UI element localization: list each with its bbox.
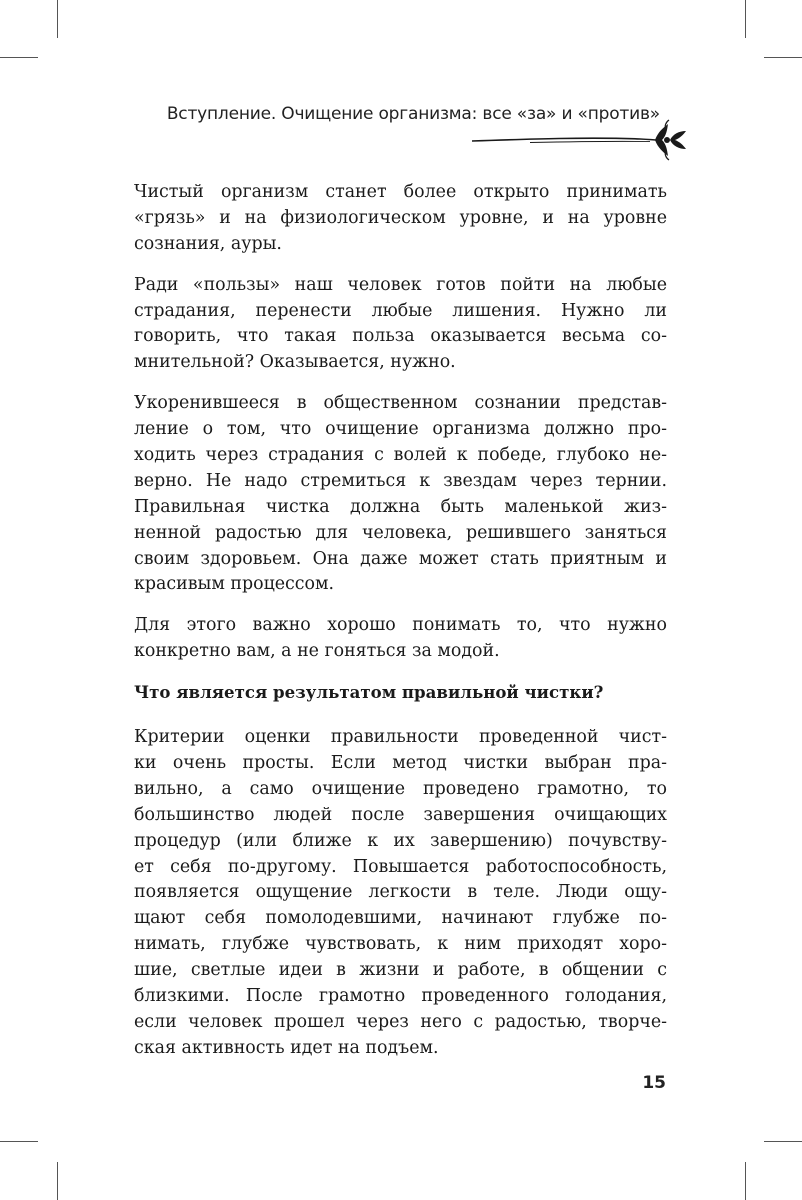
text-line: шие, светлые идеи в жизни и работе, в общении с: [134, 960, 667, 981]
text-line: красивым процессом.: [134, 574, 335, 595]
text-line: вильно, а само очищение проведено грамотно, то: [134, 778, 667, 799]
paragraph-1: [134, 180, 667, 258]
text-line: конкретно вам, а не гоняться за модой.: [134, 641, 500, 662]
text-line: своим здоровьем. Она даже может стать приятным и: [134, 548, 667, 569]
text-line: ки очень просты. Если метод чистки выбран пра-: [134, 752, 667, 773]
crop-mark-right-top: [764, 57, 802, 58]
running-head: Вступление. Очищение организма: все «за» и «против»: [166, 104, 660, 124]
page-number: 15: [642, 1073, 666, 1093]
text-line: Для этого важно хорошо понимать то, что нужно: [134, 615, 667, 636]
text-line: страдания, перенести любые лишения. Нужно ли: [134, 300, 667, 321]
paragraph-4: [134, 613, 667, 665]
crop-mark-bottom-right: [745, 1162, 746, 1200]
body-text: [134, 180, 667, 1077]
text-line: процедур (или ближе к их завершению) почувству-: [134, 830, 667, 851]
text-line: ская активность идет на подъем.: [134, 1037, 439, 1058]
text-line: Ради «пользы» наш человек готов пойти на любые: [134, 274, 667, 295]
text-line: ет себя по-другому. Повышается работоспособность,: [134, 856, 667, 877]
text-line: «грязь» и на физиологическом уровне, и на уровне: [134, 207, 667, 228]
paragraph-2: [134, 273, 667, 377]
text-line: Укоренившееся в общественном сознании представ-: [134, 393, 667, 414]
crop-mark-left-top: [0, 57, 38, 58]
text-line: если человек прошел через него с радостью, творче-: [134, 1011, 667, 1032]
text-line: щают себя помолодевшими, начинают глубже по-: [134, 908, 667, 929]
text-line: верно. Не надо стремиться к звездам через тернии.: [134, 470, 667, 491]
text-line: говорить, что такая польза оказывается весьма со-: [134, 326, 667, 347]
text-line: ненной радостью для человека, решившего заняться: [134, 522, 667, 543]
text-line: Правильная чистка должна быть маленькой жиз-: [134, 496, 667, 517]
crop-mark-left-bottom: [0, 1141, 38, 1142]
text-line: сознания, ауры.: [134, 233, 282, 254]
text-line: появляется ощущение легкости в теле. Люди ощу-: [134, 882, 667, 903]
paragraph-5: [134, 725, 667, 1062]
text-line: большинство людей после завершения очищающих: [134, 804, 667, 825]
crop-mark-top-left: [57, 0, 58, 38]
text-line: мнительной? Оказывается, нужно.: [134, 352, 456, 373]
text-line: ходить через страдания с волей к победе, глубоко не-: [134, 445, 667, 466]
section-subheading: Что является результатом правильной чистки?: [134, 682, 604, 703]
crop-mark-right-bottom: [764, 1141, 802, 1142]
text-line: Чистый организм станет более открыто принимать: [134, 182, 667, 202]
vignette-flourish-icon: [470, 118, 692, 162]
crop-mark-top-right: [745, 0, 746, 38]
crop-mark-bottom-left: [57, 1162, 58, 1200]
text-line: Критерии оценки правильности проведенной чист-: [134, 727, 667, 748]
text-line: близкими. После грамотно проведенного голодания,: [134, 985, 667, 1006]
paragraph-3: [134, 391, 667, 598]
text-line: нимать, глубже чувствовать, к ним приходят хоро-: [134, 934, 667, 955]
text-line: ление о том, что очищение организма должно про-: [134, 419, 667, 440]
